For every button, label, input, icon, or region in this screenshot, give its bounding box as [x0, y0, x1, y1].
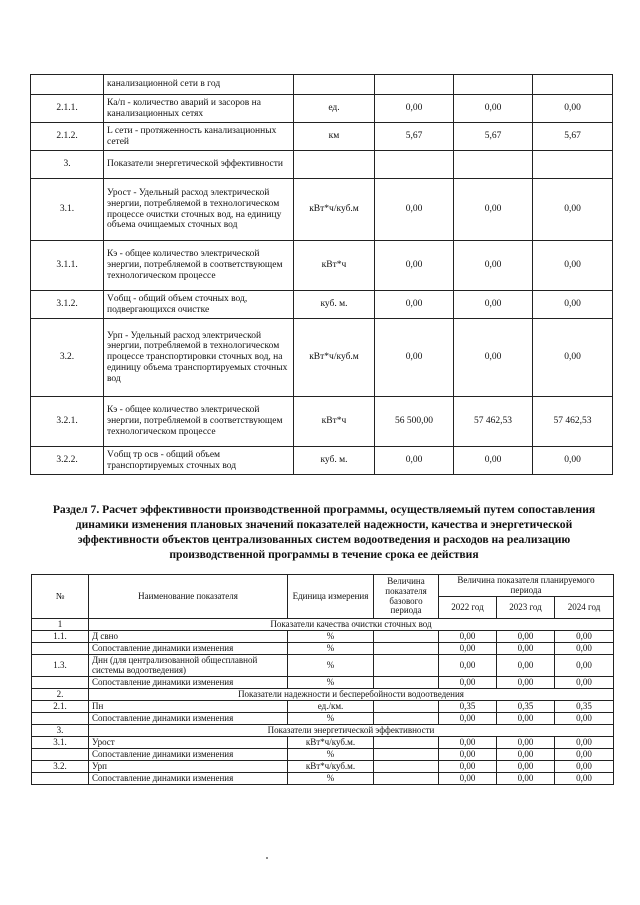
table-row [31, 179, 613, 241]
efficiency-table [31, 574, 614, 785]
group-num: 1 [32, 619, 89, 631]
row-value-2024: 0,00 [533, 95, 613, 123]
group-row [32, 725, 614, 737]
header-unit: Единица измерения [288, 575, 374, 619]
row-value-2023 [454, 75, 533, 95]
header-year-2022: 2022 год [439, 597, 497, 619]
row-base [374, 655, 439, 677]
row-value-2024: 0,00 [555, 773, 614, 785]
row-name: Сопоставление динамики изменения [89, 773, 288, 785]
table-row [31, 291, 613, 319]
row-value-2024: 0,00 [555, 713, 614, 725]
row-name: Пн [89, 701, 288, 713]
row-value-2024: 5,67 [533, 123, 613, 151]
row-num: 1.1. [32, 631, 89, 643]
row-name: Урост - Удельный расход электрической энергии, потребляемой в технологическом процессе очистки сточных вод, на единицу объема очищаемых сточных вод [104, 179, 294, 241]
row-value-2022: 0,00 [439, 643, 497, 655]
row-value-2022: 0,00 [439, 773, 497, 785]
row-name: Днн (для централизованной общесплавной системы водоотведения) [89, 655, 288, 677]
section-7-heading: Раздел 7. Расчет эффективности производственной программы, осуществляемый путем сопоставления динамики изменения плановых значений показателей надежности, качества и энергетической эффективности объектов централизованных систем водоотведения и расходов на реализацию производственной программы в течение срока ее действия [52, 503, 596, 562]
row-num: 3.2.2. [31, 447, 104, 475]
row-unit: % [288, 655, 374, 677]
row-value-2023: 0,00 [454, 291, 533, 319]
row-unit: кВт*ч [294, 397, 375, 447]
row-unit: % [288, 631, 374, 643]
row-unit: % [288, 713, 374, 725]
row-value-2024 [533, 151, 613, 179]
row-value-2022: 0,00 [375, 95, 454, 123]
row-value-2022: 0,00 [439, 631, 497, 643]
row-value-2022: 0,00 [375, 447, 454, 475]
row-unit: ед. [294, 95, 375, 123]
row-value-2022: 5,67 [375, 123, 454, 151]
row-num: 3.1.2. [31, 291, 104, 319]
row-value-2023: 0,00 [497, 631, 555, 643]
row-value-2023: 0,00 [454, 447, 533, 475]
top-indicators-table [30, 74, 613, 475]
group-title: Показатели энергетической эффективности [89, 725, 614, 737]
row-unit: % [288, 749, 374, 761]
header-year-2024: 2024 год [555, 597, 614, 619]
row-unit: кВт*ч [294, 241, 375, 291]
row-name: Д свно [89, 631, 288, 643]
row-value-2022: 0,00 [439, 655, 497, 677]
header-planned: Величина показателя планируемого периода [439, 575, 614, 597]
row-num [32, 713, 89, 725]
row-name: Ка/п - количество аварий и засоров на канализационных сетях [104, 95, 294, 123]
row-value-2022: 0,00 [439, 749, 497, 761]
row-base [374, 713, 439, 725]
row-value-2023: 0,00 [497, 737, 555, 749]
group-title: Показатели качества очистки сточных вод [89, 619, 614, 631]
top-table-body [31, 75, 613, 475]
row-num: 2.1.1. [31, 95, 104, 123]
table-row [32, 773, 614, 785]
row-num [31, 75, 104, 95]
header-base: Величина показателя базового периода [374, 575, 439, 619]
row-name: Vобщ тр осв - общий объем транспортируемых сточных вод [104, 447, 294, 475]
row-name: канализационной сети в год [104, 75, 294, 95]
table-row [31, 447, 613, 475]
table-row [32, 677, 614, 689]
row-unit: куб. м. [294, 447, 375, 475]
row-name: Кэ - общее количество электрической энергии, потребляемой в соответствующем технологическом процессе [104, 241, 294, 291]
row-value-2023: 0,35 [497, 701, 555, 713]
row-value-2023: 0,00 [497, 655, 555, 677]
group-num: 2. [32, 689, 89, 701]
row-value-2024: 0,00 [533, 179, 613, 241]
row-base [374, 737, 439, 749]
row-value-2024: 0,00 [533, 291, 613, 319]
row-name: Сопоставление динамики изменения [89, 713, 288, 725]
row-value-2022: 0,00 [439, 761, 497, 773]
table-row [31, 151, 613, 179]
row-value-2023: 5,67 [454, 123, 533, 151]
row-value-2024: 0,00 [555, 737, 614, 749]
row-value-2022: 0,00 [439, 737, 497, 749]
row-unit: % [288, 643, 374, 655]
row-name: Урп - Удельный расход электрической энергии, потребляемой в технологическом процессе транспортировки сточных вод, на единицу объема транспортируемых сточных вод [104, 319, 294, 397]
row-unit: % [288, 677, 374, 689]
table-row [32, 643, 614, 655]
row-value-2024: 0,35 [555, 701, 614, 713]
row-name: Кэ - общее количество электрической энергии, потребляемой в соответствующем технологическом процессе [104, 397, 294, 447]
table-row [32, 701, 614, 713]
row-value-2022: 0,00 [375, 241, 454, 291]
row-value-2022: 0,00 [375, 291, 454, 319]
row-name: Урп [89, 761, 288, 773]
row-name: Урост [89, 737, 288, 749]
row-value-2023: 0,00 [497, 713, 555, 725]
row-base [374, 643, 439, 655]
row-name: Сопоставление динамики изменения [89, 643, 288, 655]
table-row [32, 713, 614, 725]
row-unit: кВт*ч/куб.м. [288, 737, 374, 749]
row-value-2023: 57 462,53 [454, 397, 533, 447]
row-value-2022: 0,00 [375, 319, 454, 397]
row-value-2023: 0,00 [454, 179, 533, 241]
row-unit: % [288, 773, 374, 785]
row-value-2024: 57 462,53 [533, 397, 613, 447]
row-unit: кВт*ч/куб.м. [288, 761, 374, 773]
table-row [32, 655, 614, 677]
row-num [32, 677, 89, 689]
table-row [31, 241, 613, 291]
row-unit: ед./км. [288, 701, 374, 713]
header-row [32, 575, 614, 597]
row-num: 3.2. [32, 761, 89, 773]
row-num: 3.2.1. [31, 397, 104, 447]
row-unit: км [294, 123, 375, 151]
header-num: № [32, 575, 89, 619]
table-row [31, 319, 613, 397]
row-name: Показатели энергетической эффективности [104, 151, 294, 179]
row-value-2022: 56 500,00 [375, 397, 454, 447]
row-name: Сопоставление динамики изменения [89, 677, 288, 689]
row-name: Сопоставление динамики изменения [89, 749, 288, 761]
table-row [32, 749, 614, 761]
table-row [31, 123, 613, 151]
row-value-2022: 0,00 [439, 677, 497, 689]
group-row [32, 689, 614, 701]
row-base [374, 701, 439, 713]
row-base [374, 677, 439, 689]
table-row [31, 397, 613, 447]
row-num: 3.2. [31, 319, 104, 397]
row-num: 2.1. [32, 701, 89, 713]
row-value-2023: 0,00 [454, 95, 533, 123]
row-name: L сети - протяженность канализационных сетей [104, 123, 294, 151]
row-num [32, 773, 89, 785]
row-unit [294, 75, 375, 95]
table-row [32, 761, 614, 773]
table-row [31, 95, 613, 123]
row-num: 3.1.1. [31, 241, 104, 291]
row-unit: кВт*ч/куб.м [294, 179, 375, 241]
table-row [32, 631, 614, 643]
row-num: 1.3. [32, 655, 89, 677]
row-value-2022: 0,00 [375, 179, 454, 241]
row-num: 3.1. [31, 179, 104, 241]
row-value-2024: 0,00 [555, 631, 614, 643]
row-value-2022: 0,35 [439, 701, 497, 713]
row-value-2024: 0,00 [533, 319, 613, 397]
group-num: 3. [32, 725, 89, 737]
table-row [32, 737, 614, 749]
row-base [374, 749, 439, 761]
group-title: Показатели надежности и бесперебойности водоотведения [89, 689, 614, 701]
row-base [374, 773, 439, 785]
row-value-2023: 0,00 [497, 761, 555, 773]
row-value-2022: 0,00 [439, 713, 497, 725]
row-value-2023: 0,00 [497, 773, 555, 785]
row-num: 2.1.2. [31, 123, 104, 151]
row-base [374, 761, 439, 773]
row-value-2024: 0,00 [533, 447, 613, 475]
header-name: Наименование показателя [89, 575, 288, 619]
row-value-2024: 0,00 [555, 677, 614, 689]
header-year-2023: 2023 год [497, 597, 555, 619]
group-row [32, 619, 614, 631]
row-value-2023 [454, 151, 533, 179]
row-value-2023: 0,00 [497, 677, 555, 689]
row-name: Vобщ - общий объем сточных вод, подвергающихся очистке [104, 291, 294, 319]
row-value-2022 [375, 75, 454, 95]
row-num [32, 643, 89, 655]
row-value-2023: 0,00 [497, 643, 555, 655]
row-value-2024: 0,00 [555, 655, 614, 677]
row-value-2024: 0,00 [555, 749, 614, 761]
row-value-2023: 0,00 [454, 319, 533, 397]
row-unit [294, 151, 375, 179]
row-value-2024 [533, 75, 613, 95]
row-value-2023: 0,00 [454, 241, 533, 291]
row-num [32, 749, 89, 761]
row-num: 3. [31, 151, 104, 179]
row-unit: кВт*ч/куб.м [294, 319, 375, 397]
row-value-2022 [375, 151, 454, 179]
row-value-2024: 0,00 [533, 241, 613, 291]
row-value-2023: 0,00 [497, 749, 555, 761]
scan-speck [266, 857, 268, 859]
row-base [374, 631, 439, 643]
row-num: 3.1. [32, 737, 89, 749]
row-value-2024: 0,00 [555, 643, 614, 655]
row-value-2024: 0,00 [555, 761, 614, 773]
row-unit: куб. м. [294, 291, 375, 319]
table-row [31, 75, 613, 95]
